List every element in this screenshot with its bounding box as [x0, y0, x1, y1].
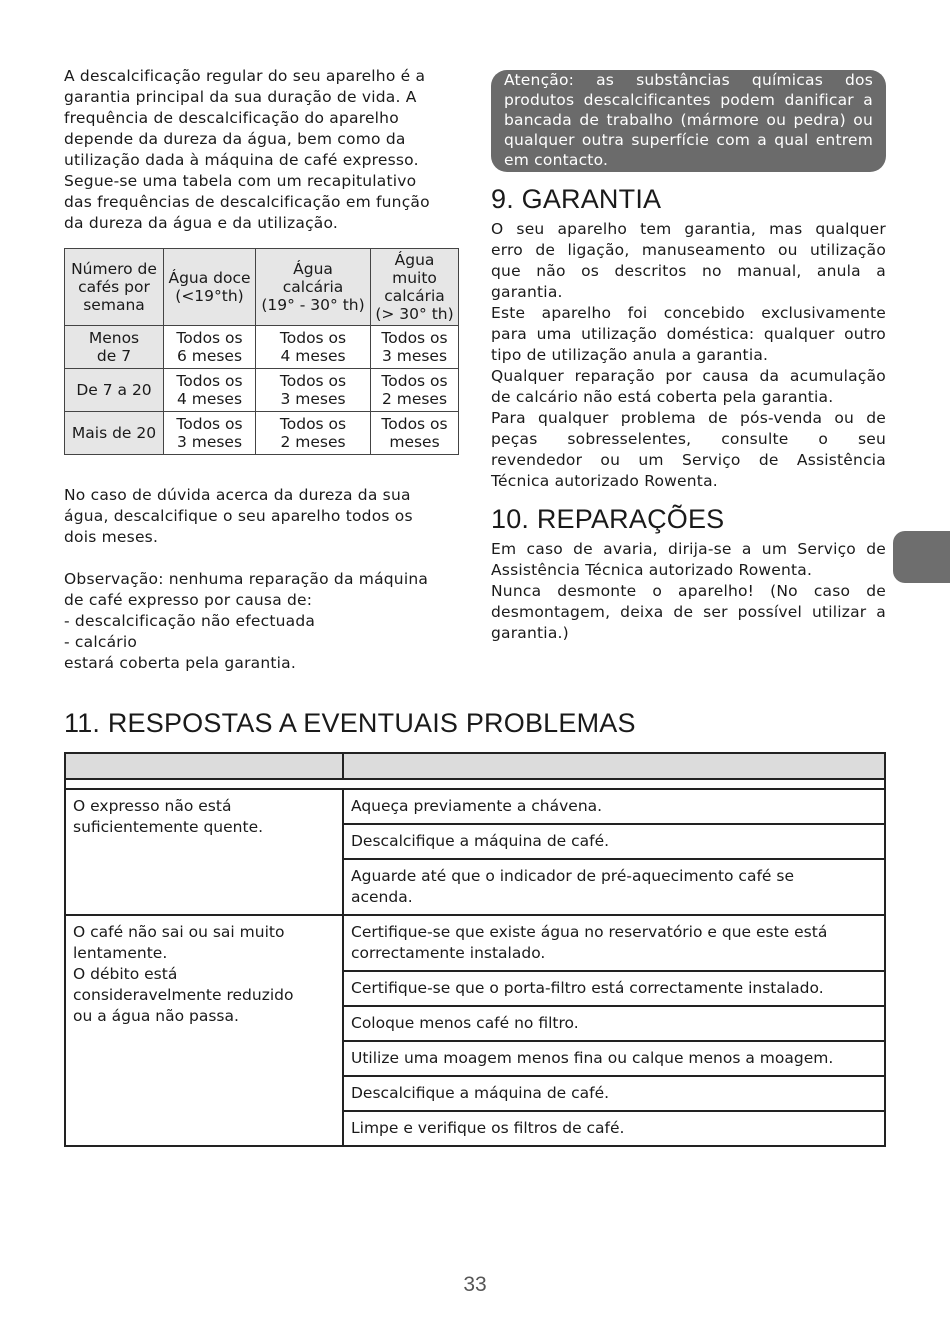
table-header-cell: Água muito calcária (> 30° th): [371, 249, 459, 326]
row-label: Menos de 7: [65, 326, 164, 369]
doubt-paragraph: [64, 485, 459, 548]
text-line: dois meses.: [64, 528, 159, 546]
problem-cell: O expresso não está suficientemente quente.: [65, 789, 343, 915]
text-line: da dureza da água e da utilização.: [64, 214, 339, 232]
solution-cell: Certifique-se que existe água no reservatório e que este está correctamente instalado.: [343, 915, 885, 971]
table-row: [65, 789, 885, 824]
solution-cell: Descalcifique a máquina de café.: [343, 1076, 885, 1111]
solution-cell: Aguarde até que o indicador de pré-aquecimento café se acenda.: [343, 859, 885, 915]
text-line: das frequências de descalcificação em função: [64, 193, 430, 211]
table-cell: Todos os 6 meses: [164, 326, 256, 369]
solution-cell: Certifique-se que o porta-filtro está correctamente instalado.: [343, 971, 885, 1006]
table-row: [65, 326, 459, 369]
text-line: garantia principal da sua duração de vida. A: [64, 88, 417, 106]
text-line: frequência de descalcificação do aparelho: [64, 109, 399, 127]
garantia-paragraph: O seu aparelho tem garantia, mas qualquer erro de ligação, manuseamento ou utilização que não os descritos no manual, anula a garantia. Este aparelho foi concebido exclusivamente para uma utilização doméstica: qualquer outro tipo de utilização anula a garantia. Qualquer reparação por causa da acumulação de calcário não está coberta pela garantia. Para qualquer problema de pós-venda ou de peças sobresselentes, consulte o seu revendedor ou um Serviço de Assistência Técnica autorizado Rowenta.: [491, 220, 886, 490]
table-header-cell: Água calcária (19° - 30° th): [256, 249, 371, 326]
text-line: Observação: nenhuma reparação da máquina: [64, 570, 429, 588]
text-line: qualquer outra superfície com a qual entrem: [504, 131, 873, 149]
table-row: [65, 412, 459, 455]
table-cell: Todos os meses: [371, 412, 459, 455]
warning-notice: [491, 70, 886, 172]
intro-paragraph: [64, 66, 459, 234]
row-label: De 7 a 20: [65, 369, 164, 412]
text-line: - descalcificação não efectuada: [64, 612, 316, 630]
text-line: em contacto.: [504, 151, 609, 169]
table-cell: Todos os 3 meses: [371, 326, 459, 369]
section-title-reparacoes: 10. REPARAÇÕES: [491, 504, 725, 534]
solution-cell: Utilize uma moagem menos fina ou calque menos a moagem.: [343, 1041, 885, 1076]
page-number: 33: [463, 1273, 487, 1296]
text-line: de café expresso por causa de:: [64, 591, 313, 609]
table-cell: Todos os 3 meses: [164, 412, 256, 455]
table-header-cell: [65, 753, 343, 779]
table-cell: Todos os 3 meses: [256, 369, 371, 412]
solution-cell: Limpe e verifique os filtros de café.: [343, 1111, 885, 1146]
troubleshooting-table: [64, 752, 886, 1147]
text-line: produtos descalcificantes podem danificar a: [504, 91, 873, 109]
table-cell: Todos os 4 meses: [164, 369, 256, 412]
text-line: água, descalcifique o seu aparelho todos os: [64, 507, 413, 525]
table-row: [65, 915, 885, 971]
table-cell: Todos os 2 meses: [371, 369, 459, 412]
water-hardness-table: [64, 248, 459, 455]
text-line: bancada de trabalho (mármore ou pedra) ou: [504, 111, 873, 129]
reparacoes-paragraph: Em caso de avaria, dirija-se a um Serviço de Assistência Técnica autorizado Rowenta. Nunca desmonte o aparelho! (No caso de desmontagem, deixa de ser possível utilizar a garantia.): [491, 540, 886, 642]
solution-cell: Aqueça previamente a chávena.: [343, 789, 885, 824]
chapter-side-tab: [893, 531, 950, 583]
table-cell: Todos os 2 meses: [256, 412, 371, 455]
text-line: Segue-se uma tabela com um recapitulativo: [64, 172, 417, 190]
solution-cell: Descalcifique a máquina de café.: [343, 824, 885, 859]
row-label: Mais de 20: [65, 412, 164, 455]
section-title-garantia: 9. GARANTIA: [491, 184, 662, 214]
text-line: A descalcificação regular do seu aparelho é a: [64, 67, 426, 85]
table-row: [65, 369, 459, 412]
text-line: Atenção: as substâncias químicas dos: [504, 71, 873, 89]
solution-cell: Coloque menos café no filtro.: [343, 1006, 885, 1041]
left-column: [64, 66, 459, 674]
text-line: depende da dureza da água, bem como da: [64, 130, 406, 148]
table-header-cell: Número de cafés por semana: [65, 249, 164, 326]
text-line: estará coberta pela garantia.: [64, 654, 296, 672]
note-paragraph: [64, 569, 459, 674]
section-title-problemas: 11. RESPOSTAS A EVENTUAIS PROBLEMAS: [64, 708, 636, 738]
text-line: utilização dada à máquina de café expresso.: [64, 151, 419, 169]
table-cell: Todos os 4 meses: [256, 326, 371, 369]
table-header-cell: [343, 753, 885, 779]
problem-cell: O café não sai ou sai muito lentamente. O débito está consideravelmente reduzido ou a água não passa.: [65, 915, 343, 1146]
table-header-cell: Água doce (<19°th): [164, 249, 256, 326]
right-column: [491, 70, 886, 644]
text-line: - calcário: [64, 633, 138, 651]
text-line: No caso de dúvida acerca da dureza da sua: [64, 486, 411, 504]
